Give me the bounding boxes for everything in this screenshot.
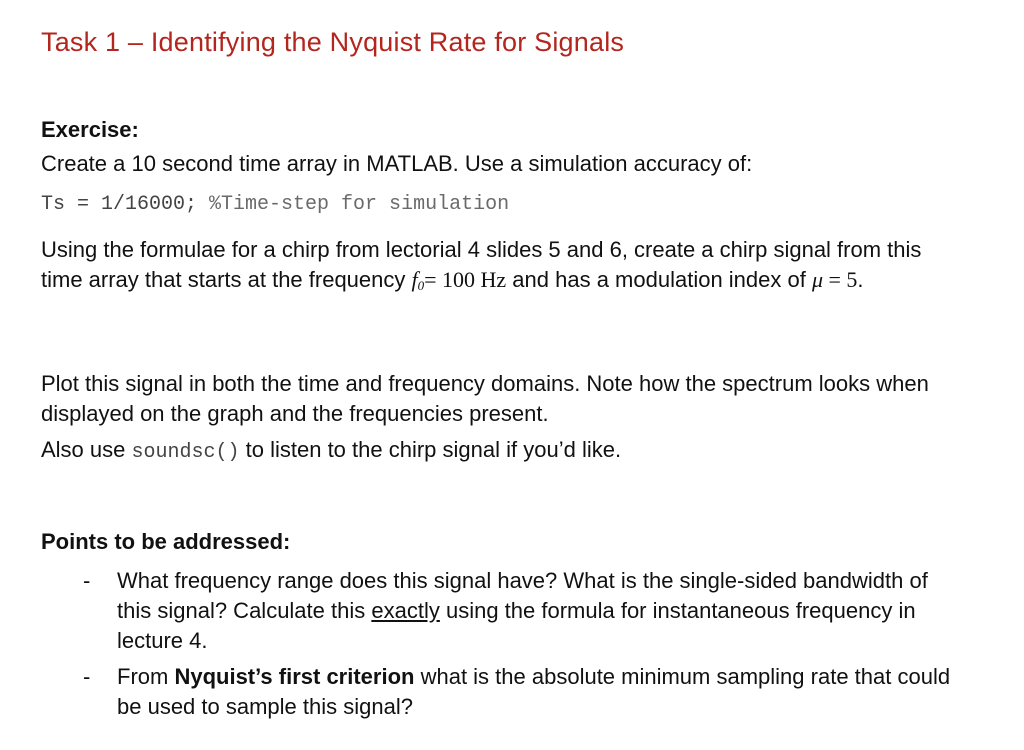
plot-instructions: Plot this signal in both the time and frequency domains. Note how the spectrum looks when displayed on the graph and the frequencies present.	[41, 371, 929, 426]
mu-expression	[812, 267, 857, 292]
bullet-dash: -	[83, 568, 91, 593]
item1-text-after: using the formula for instantaneous frequency in lecture 4.	[117, 598, 916, 653]
soundsc-function: soundsc()	[131, 441, 240, 464]
mu-symbol: μ	[811, 267, 823, 292]
points-list	[41, 566, 961, 728]
item2-text-after: what is the absolute minimum sampling rate that could be used to sample this signal?	[117, 664, 951, 719]
item2-emphasis: Nyquist’s first criterion	[174, 664, 415, 689]
f-subscript: 0	[417, 278, 425, 293]
mu-value: = 5	[823, 267, 858, 292]
sound-instructions	[41, 435, 621, 468]
sound-text-before: Also use	[41, 437, 132, 462]
f-value: = 100 Hz	[424, 267, 507, 292]
bullet-dash: -	[83, 664, 91, 689]
points-heading: Points to be addressed:	[41, 529, 291, 554]
chirp-text-after: .	[857, 267, 864, 292]
exercise-heading: Exercise:	[41, 117, 139, 142]
f0-expression	[412, 267, 507, 292]
code-snippet	[41, 193, 509, 216]
exercise-intro: Create a 10 second time array in MATLAB. Use a simulation accuracy of:	[41, 151, 753, 176]
chirp-text-before: Using the formulae for a chirp from lectorial 4 slides 5 and 6, create a chirp signal from this time array that starts at the frequency	[41, 237, 922, 292]
item2-text-before: From	[117, 664, 175, 689]
f-symbol: f	[411, 267, 418, 292]
chirp-text-middle: and has a modulation index of	[506, 267, 812, 292]
sound-text-after: to listen to the chirp signal if you’d like.	[239, 437, 622, 462]
chirp-instructions	[41, 235, 941, 301]
code-comment: %Time-step for simulation	[209, 193, 510, 216]
list-item	[41, 662, 961, 722]
list-item	[41, 566, 961, 656]
item1-emphasis: exactly	[371, 598, 440, 623]
code-statement: Ts = 1/16000;	[41, 193, 210, 216]
page-title: Task 1 – Identifying the Nyquist Rate for Signals	[41, 27, 625, 57]
item1-text-before: What frequency range does this signal have? What is the single-sided bandwidth of this signal? Calculate this	[117, 568, 928, 623]
